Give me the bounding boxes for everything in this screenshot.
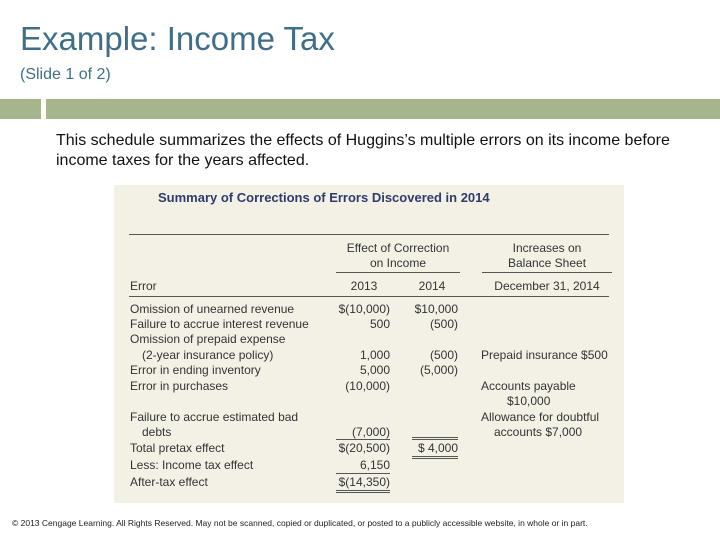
row-2014: $ 4,000 <box>417 441 458 455</box>
group-rule-income <box>336 272 460 273</box>
col-header-2014: 2014 <box>418 279 446 293</box>
col-header-balance-sheet: December 31, 2014 <box>494 279 600 293</box>
group-header-bs-1: Increases on <box>512 241 582 255</box>
row-error: Error in ending inventory <box>130 363 261 377</box>
row-balance-sheet: accounts $7,000 <box>494 425 583 439</box>
total-double-rule-2014 <box>412 456 458 459</box>
row-error: debts <box>142 425 172 439</box>
group-rule-bs <box>482 272 612 273</box>
subtotal-rule-2013 <box>336 439 390 440</box>
accent-bar-left <box>0 99 41 119</box>
header-bottom-rule <box>129 296 609 297</box>
row-error: Failure to accrue estimated bad <box>130 410 299 424</box>
corrections-table <box>114 185 624 503</box>
row-2014: $10,000 <box>414 302 458 316</box>
group-header-income-1: Effect of Correction <box>346 241 450 255</box>
intro-text: This schedule summarizes the effects of Huggins’s multiple errors on its income before income taxes for the years affected. <box>56 132 670 169</box>
slide-subtitle: (Slide 1 of 2) <box>20 66 111 83</box>
row-2013: 500 <box>369 317 390 331</box>
copyright-footer: © 2013 Cengage Learning. All Rights Reserved. May not be scanned, copied or duplicated, or posted to a publicly accessible website, in whole or in part. <box>12 518 588 528</box>
row-balance-sheet: Allowance for doubtful <box>481 410 600 424</box>
row-2013: $(20,500) <box>338 441 390 455</box>
col-header-2013: 2013 <box>350 279 378 293</box>
subtotal-rule-tax <box>336 473 390 474</box>
accent-bar-right <box>46 99 720 119</box>
row-balance-sheet: Accounts payable <box>481 379 576 393</box>
slide-title: Example: Income Tax <box>20 20 335 57</box>
group-header-income-2: on Income <box>369 256 427 270</box>
row-2013: 1,000 <box>359 348 390 362</box>
row-2013: (7,000) <box>351 425 390 439</box>
row-error: Failure to accrue interest revenue <box>130 317 309 331</box>
row-error: Total pretax effect <box>130 441 225 455</box>
row-error: Omission of unearned revenue <box>130 302 295 316</box>
row-2013: 5,000 <box>359 363 390 377</box>
row-2013: $(14,350) <box>338 475 390 489</box>
row-2013: $(10,000) <box>338 302 390 316</box>
total-double-rule-2013 <box>336 490 390 493</box>
row-error: Less: Income tax effect <box>130 458 254 472</box>
row-2014: (500) <box>429 317 458 331</box>
row-error: (2-year insurance policy) <box>142 348 274 362</box>
row-2014: (5,000) <box>419 363 458 377</box>
row-error: After-tax effect <box>130 475 208 489</box>
row-balance-sheet: Prepaid insurance $500 <box>481 348 608 362</box>
row-2013: 6,150 <box>359 458 390 472</box>
col-header-error: Error <box>130 279 157 293</box>
row-balance-sheet: $10,000 <box>507 394 551 408</box>
row-error: Error in purchases <box>130 379 229 393</box>
table-title: Summary of Corrections of Errors Discovered in 2014 <box>158 190 490 205</box>
group-header-bs-2: Balance Sheet <box>507 256 587 270</box>
row-2014: (500) <box>429 348 458 362</box>
row-2013: (10,000) <box>345 379 390 393</box>
total-double-rule-2014-top <box>412 437 458 440</box>
row-error: Omission of prepaid expense <box>130 332 286 346</box>
table-top-rule <box>129 234 609 235</box>
